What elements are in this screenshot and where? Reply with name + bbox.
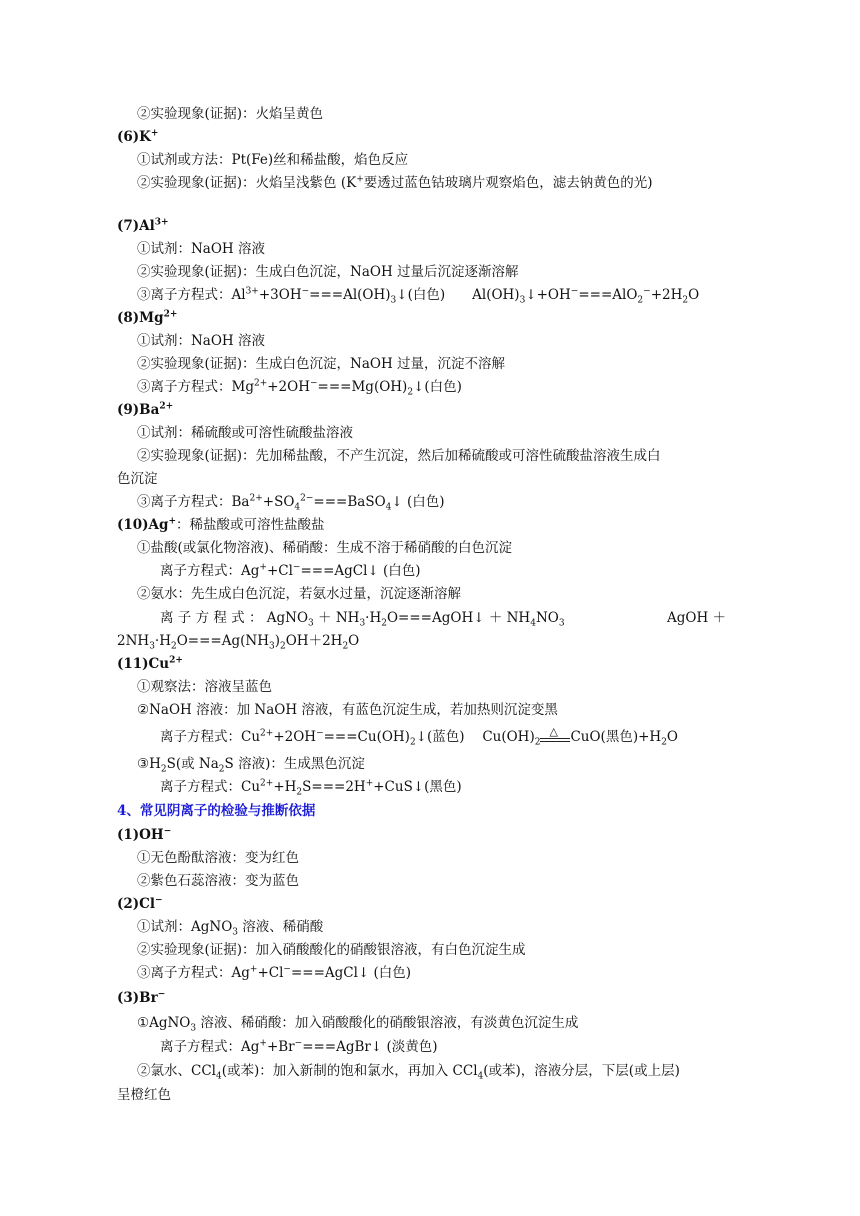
heading-br: (3)Br−: [117, 989, 166, 1006]
heading-oh: (1)OH−: [117, 826, 172, 843]
ag-equation-2-cont: $2NH_3\cdot H_2O===Ag(NH_3)_2OH+2H_2O$: [117, 633, 360, 652]
ag-method-1: ①盐酸(或氯化物溶液)、稀硝酸：生成不溶于稀硝酸的白色沉淀: [137, 540, 513, 556]
al-equation: ③离子方程式：$Al^{3+}+3OH^-===Al(OH)_3↓$(白色) $Al(OH)_3↓+OH^-===AlO_2^-+2H_2O$: [137, 286, 700, 306]
cu-method-1: ①观察法：溶液呈蓝色: [137, 679, 272, 695]
al-reagent: ①试剂：NaOH 溶液: [137, 241, 265, 257]
mg-equation: ③离子方程式：$Mg^{2+}+2OH^-===Mg(OH)_2↓$(白色): [137, 378, 462, 398]
heading-k: (6)K+: [117, 128, 159, 145]
k-reagent: ①试剂或方法：Pt(Fe)丝和稀盐酸，焰色反应: [137, 152, 409, 168]
heading-al: $(7)Al^{3+}$: [117, 217, 169, 234]
cl-equation: ③离子方程式：Ag++Cl−===AgCl↓ (白色): [137, 964, 412, 981]
br-method-1: ①AgNO$_3$ 溶液、稀硝酸：加入硝酸酸化的硝酸银溶液，有淡黄色沉淀生成: [137, 1015, 579, 1034]
heading-ag: (10)Ag+：稀盐酸或可溶性盐酸盐: [117, 516, 325, 533]
mg-reagent: ①试剂：NaOH 溶液: [137, 333, 265, 349]
oh-method-2: ②紫色石蕊溶液：变为蓝色: [137, 873, 299, 889]
ba-equation: ③离子方程式：$Ba^{2+}+SO_4^{2-}===BaSO_4↓$ (白色): [137, 493, 445, 513]
heading-cu: $(11)Cu^{2+}$: [117, 655, 183, 672]
ba-reagent: ①试剂：稀硫酸或可溶性硫酸盐溶液: [137, 425, 353, 441]
ag-method-2: ②氨水：先生成白色沉淀，若氨水过量，沉淀逐渐溶解: [137, 586, 461, 602]
heading-ba: $(9)Ba^{2+}$: [117, 401, 174, 418]
ba-phenomenon: ②实验现象(证据)：先加稀盐酸，不产生沉淀，然后加稀硫酸或可溶性硫酸盐溶液生成白: [137, 448, 661, 464]
ag-equation-2-tail: AgOH ＋: [667, 610, 727, 626]
ag-equation-2: 离 子 方 程 式 ： AgNO$_3$ ＋ $NH_3\cdot H_2O===AgOH↓ + NH_4NO_3$: [160, 610, 565, 629]
heading-mg: $(8)Mg^{2+}$: [117, 309, 178, 326]
ba-phenomenon-cont: 色沉淀: [117, 471, 158, 487]
cu-equation-1: 离子方程式：$Cu^{2+}+2OH^-===Cu(OH)_2↓$(蓝色) $Cu(OH)_2$ △ CuO(黑色)$+H_2O$: [160, 724, 678, 748]
cu-method-3: $③H_2S$(或 $Na_2S$ 溶液)：生成黑色沉淀: [137, 756, 365, 775]
na-phenomenon: ②实验现象(证据)：火焰呈黄色: [137, 106, 324, 122]
cu-method-2: ②NaOH 溶液：加 NaOH 溶液，有蓝色沉淀生成，若加热则沉淀变黑: [137, 702, 558, 718]
br-equation: 离子方程式：Ag++Br−===AgBr↓ (淡黄色): [160, 1038, 438, 1055]
k-phenomenon: ②实验现象(证据)：火焰呈浅紫色 (K+要透过蓝色钴玻璃片观察焰色，滤去钠黄色的光): [137, 174, 653, 191]
al-phenomenon: ②实验现象(证据)：生成白色沉淀，NaOH 过量后沉淀逐渐溶解: [137, 264, 519, 280]
section-heading-anions: 4、常见阴离子的检验与推断依据: [117, 803, 316, 819]
cu-equation-2: 离子方程式：$Cu^{2+}+H_2S===2H^++CuS↓$(黑色): [160, 778, 462, 798]
ag-equation-1: 离子方程式：Ag++Cl−===AgCl↓ (白色): [160, 562, 421, 579]
br-method-2: ②氯水、CCl$_4$(或苯)：加入新制的饱和氯水，再加入 CCl$_4$(或苯)，溶液分层，下层(或上层): [137, 1063, 680, 1082]
cl-phenomenon: ②实验现象(证据)：加入硝酸酸化的硝酸银溶液，有白色沉淀生成: [137, 942, 526, 958]
heating-condition-icon: △: [540, 729, 570, 747]
mg-phenomenon: ②实验现象(证据)：生成白色沉淀，NaOH 过量，沉淀不溶解: [137, 356, 506, 372]
cl-reagent: ①试剂：AgNO$_3$ 溶液、稀硝酸: [137, 919, 324, 938]
br-method-2-cont: 呈橙红色: [117, 1087, 171, 1103]
heading-cl: (2)Cl−: [117, 895, 163, 912]
oh-method-1: ①无色酚酞溶液：变为红色: [137, 850, 299, 866]
